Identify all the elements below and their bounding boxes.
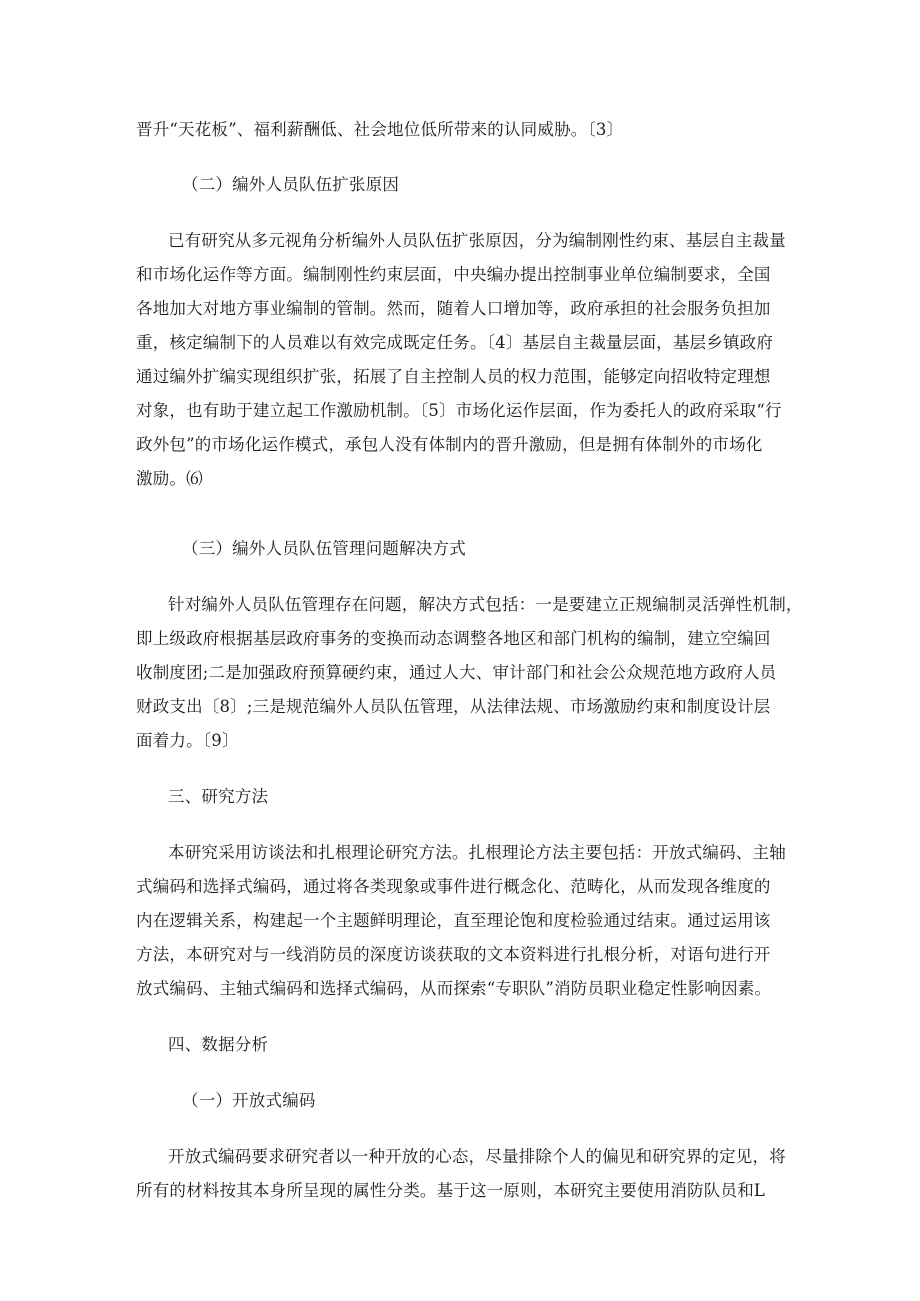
text-line: 方法，本研究对与一线消防员的深度访谈获取的文本资料进行扎根分析，对语句进行开 <box>136 945 771 964</box>
text-line: 和市场化运作等方面。编制刚性约束层面，中央编办提出控制事业单位编制要求，全国 <box>136 265 771 284</box>
text-line: 已有研究从多元视角分析编外人员队伍扩张原因，分为编制刚性约束、基层自主裁量 <box>168 231 786 250</box>
text-line: 所有的材料按其本身所呈现的属性分类。基于这一原则，本研究主要使用消防队员和L <box>136 1181 766 1200</box>
text-line: 式编码和选择式编码，通过将各类现象或事件进行概念化、范畴化，从而发现各维度的 <box>136 877 771 896</box>
text-line: 政外包”的市场化运作模式，承包人没有体制内的晋升激励，但是拥有体制外的市场化 <box>136 435 763 454</box>
text-line: 内在逻辑关系，构建起一个主题鲜明理论，直至理论饱和度检验通过结束。通过运用该 <box>136 911 771 930</box>
section-heading: 四、数据分析 <box>168 1035 269 1054</box>
section-heading: 三、研究方法 <box>168 787 269 806</box>
text-line: 针对编外人员队伍管理存在问题，解决方式包括：一是要建立正规编制灵活弹性机制， <box>168 595 803 614</box>
text-line: 各地加大对地方事业编制的管制。然而，随着人口增加等，政府承担的社会服务负担加 <box>136 299 771 318</box>
section-heading: （三）编外人员队伍管理问题解决方式 <box>182 539 466 558</box>
text-line: 激励。⑹ <box>136 469 203 488</box>
text-line: 面着力。〔9〕 <box>136 731 239 750</box>
text-line: 对象，也有助于建立起工作激励机制。〔5〕市场化运作层面，作为委托人的政府采取“行 <box>136 401 782 420</box>
text-line: 开放式编码要求研究者以一种开放的心态，尽量排除个人的偏见和研究界的定见，将 <box>168 1147 786 1166</box>
text-line: 财政支出〔8〕;三是规范编外人员队伍管理，从法律法规、市场激励约束和制度设计层 <box>136 697 771 716</box>
section-heading: （二）编外人员队伍扩张原因 <box>182 175 400 194</box>
text-line: 即上级政府根据基层政府事务的变换而动态调整各地区和部门机构的编制，建立空编回 <box>136 629 771 648</box>
text-line: 本研究采用访谈法和扎根理论研究方法。扎根理论方法主要包括：开放式编码、主轴 <box>168 843 786 862</box>
text-line: 通过编外扩编实现组织扩张，拓展了自主控制人员的权力范围，能够定向招收特定理想 <box>136 367 771 386</box>
text-line: 晋升“天花板”、福利薪酬低、社会地位低所带来的认同威胁。〔3〕 <box>136 120 624 139</box>
section-heading: （一）开放式编码 <box>182 1091 316 1110</box>
text-line: 放式编码、主轴式编码和选择式编码，从而探索“专职队”消防员职业稳定性影响因素。 <box>136 979 772 998</box>
text-line: 重，核定编制下的人员难以有效完成既定任务。〔4〕基层自主裁量层面，基层乡镇政府 <box>136 333 774 352</box>
text-line: 收制度团;二是加强政府预算硬约束，通过人大、审计部门和社会公众规范地方政府人员 <box>136 663 777 682</box>
